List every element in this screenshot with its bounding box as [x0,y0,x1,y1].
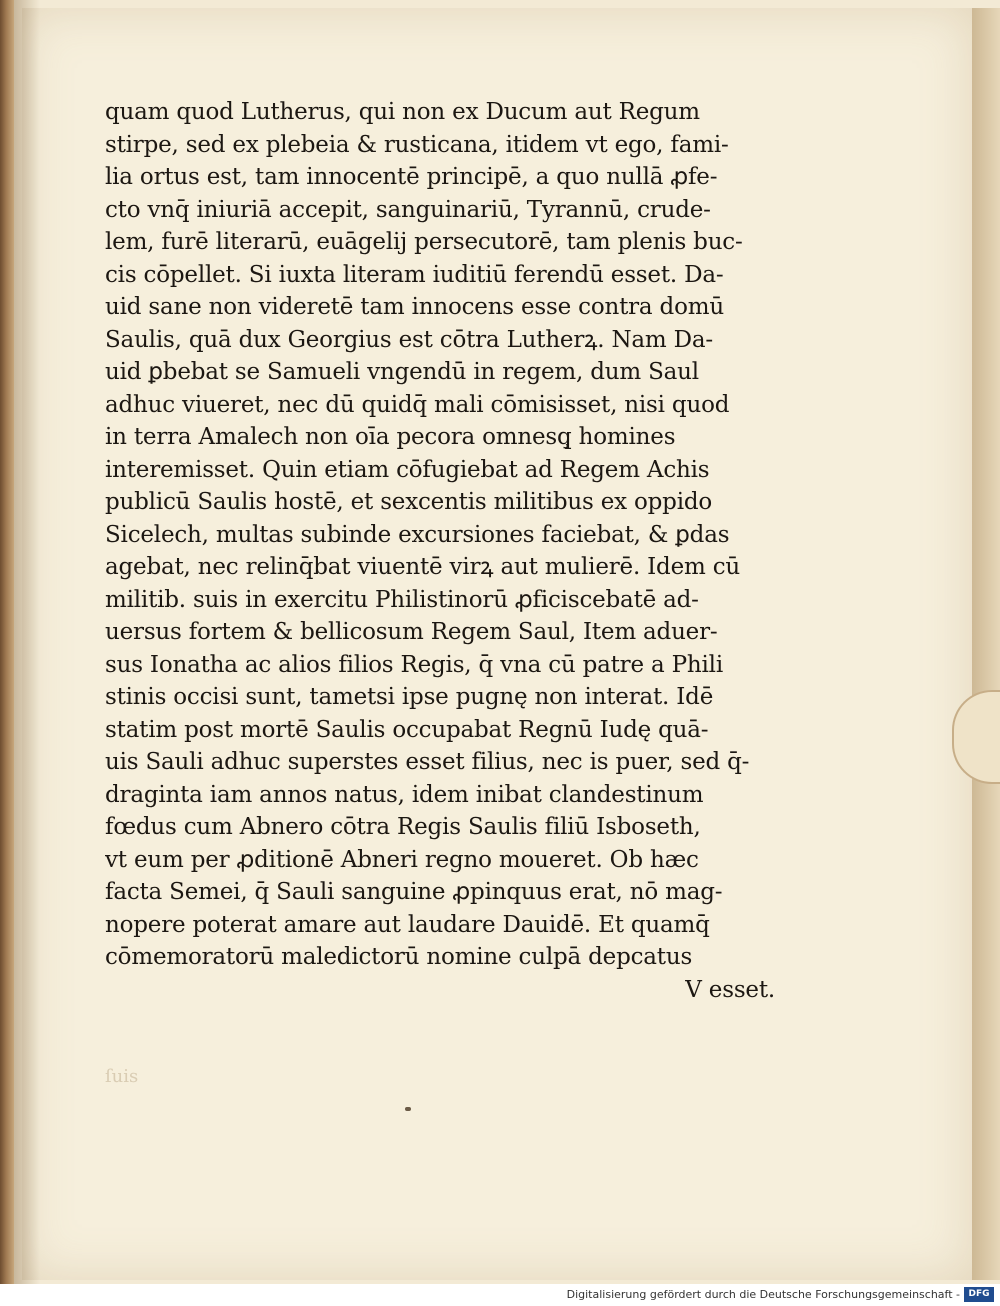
text-line: cto vnq̄ iniuriā accepit, sanguinariū, Tyrannū, crude- [105,196,711,223]
text-line: Sicelech, multas subinde excursiones faciebat, & ꝑdas [105,521,730,548]
text-line: uersus fortem & bellicosum Regem Saul, Item aduer- [105,619,718,645]
text-line: lia ortus est, tam innocentē principē, a quo nullā ꝓfe- [105,164,718,190]
text-line: uis Sauli adhuc superstes esset filius, nec is puer, sed q̄- [105,749,750,775]
digitization-footer [0,1284,1000,1306]
funding-credit: Digitalisierung gefördert durch die Deutsche Forschungsgemeinschaft - [566,1288,960,1301]
text-line: sus Ionatha ac alios filios Regis, q̄ vna cū patre a Phili [105,651,723,678]
text-line: stinis occisi sunt, tametsi ipse pugnę non interat. Idē [105,684,714,710]
text-line: statim post mortē Saulis occupabat Regnū Iudę quā- [105,716,709,743]
text-line: cis cōpellet. Si iuxta literam iuditiū ferendū esset. Da- [105,261,724,288]
catchword-line: V esset. [685,976,775,1003]
page-edge [972,8,1000,1280]
text-line: militib. suis in exercitu Philistinorū ꝓficiscebatē ad- [105,586,699,613]
text-line: agebat, nec relinq̄bat viuentē virꝝ aut mulierē. Idem cū [105,554,740,580]
dfg-logo: DFG [964,1287,994,1302]
text-line: adhuc viueret, nec dū quidq̄ mali cōmisisset, nisi quod [105,391,730,418]
gutter-shadow [14,0,40,1284]
text-line: uid ꝑbebat se Samueli vngendū in regem, dum Saul [105,359,699,385]
text-line: interemisset. Quin etiam cōfugiebat ad Regem Achis [105,456,710,483]
text-line: Saulis, quā dux Georgius est cōtra Lutherꝝ. Nam Da- [105,326,713,353]
text-line: quam quod Lutherus, qui non ex Ducum aut Regum [105,99,700,125]
text-line: nopere poterat amare aut laudare Dauidē. Et quamq̄ [105,911,710,938]
bleed-through-text: ſuis [105,1066,139,1087]
text-line: lem, furē literarū, euāgelij persecutorē, tam plenis buc- [105,229,743,255]
text-line: stirpe, sed ex plebeia & rusticana, itidem vt ego, fami- [105,131,729,158]
text-line: in terra Amalech non oīa pecora omnesq̧ homines [105,424,676,450]
text-line: vt eum per ꝓditionē Abneri regno moueret. Ob hæc [105,846,699,873]
text-line: facta Semei, q̄ Sauli sanguine ꝓpinquus erat, nō mag- [105,879,723,905]
ink-speck [405,1107,411,1111]
text-line: cōmemoratorū maledictorū nomine culpā depcatus [105,944,693,970]
text-line: uid sane non videretē tam innocens esse contra domū [105,294,724,320]
latin-text-block [105,96,795,1006]
book-binding [0,0,14,1284]
text-line: publicū Saulis hostē, et sexcentis militibus ex oppido [105,489,713,515]
text-line: fœdus cum Abnero cōtra Regis Saulis filiū Isboseth, [105,814,701,840]
text-line: draginta iam annos natus, idem inibat clandestinum [105,781,704,808]
